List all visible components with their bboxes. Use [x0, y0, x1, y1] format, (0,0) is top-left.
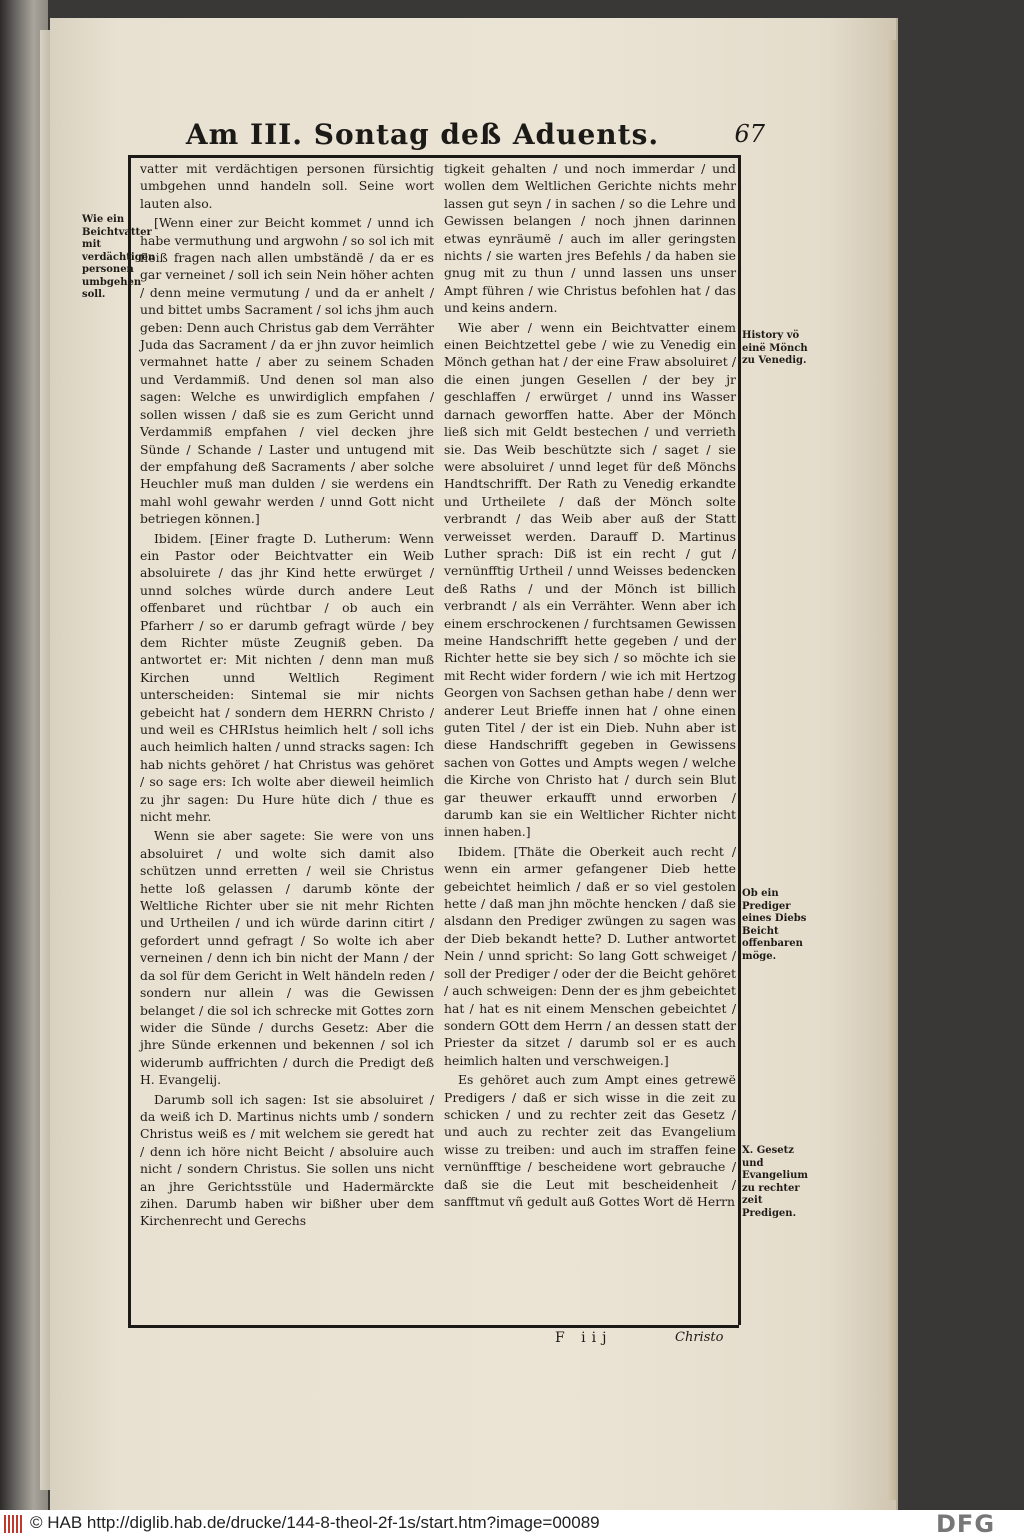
text-column-left — [140, 160, 434, 1232]
copyright-url[interactable]: © HAB http://diglib.hab.de/drucke/144-8-theol-2f-1s/start.htm?image=00089 — [30, 1513, 600, 1532]
paragraph: Ibidem. [Thäte die Oberkeit auch recht / wenn ein armer gefangener Dieb hette gebeichtet heimlich / daß er so viel gestolen hette / daß man jhn möchte hencken / daß sie alsdann den Prediger zwüngen zu sagen was der Dieb bekandt hette? D. Luther antwortet Nein / unnd spricht: So lang Gott schweiget / soll der Prediger / oder der die Beicht gehöret / auch schweigen: Denn der es jhm gebeichtet hat / hat es nit einem Menschen gebeichtet / sondern GOtt dem Herrn / an dessen statt der Priester da sitzet / darumb sol er es auch heimlich halten und verschweigen.] — [444, 843, 736, 1068]
text-column-right — [444, 160, 736, 1212]
catchword: Christo — [675, 1330, 724, 1345]
text-frame-bottom-rule — [128, 1325, 739, 1328]
margin-note-right-venice: History vö einë Mönch zu Venedig. — [742, 330, 808, 366]
text-frame-left-rule — [128, 155, 131, 1325]
margin-note-left: Wie ein Beichtvatter mit verdächtigen personen umbgehen soll. — [82, 214, 156, 300]
dfg-logo: DFG — [936, 1510, 996, 1538]
margin-note-right-thief: Ob ein Prediger eines Diebs Beicht offenbaren möge. — [742, 888, 807, 962]
margin-note-right-law-gospel: X. Gesetz und Evangelium zu rechter zeit Predigen. — [742, 1145, 808, 1219]
page-number: 67 — [734, 120, 765, 148]
paragraph: vatter mit verdächtigen personen fürsichtig umbgehen unnd handeln soll. Seine wort lauten also. — [140, 161, 434, 211]
paragraph: [Wenn einer zur Beicht kommet / unnd ich habe vermuthung und argwohn / so sol ich mit fleiß fragen nach allen umbständë / da er es gar verneinet / soll ich sein Nein höher achten / denn meine vermutung / und da er anhelt / und bittet umbs Sacrament / sol ichs jhm auch geben: Denn auch Christus gab dem Verrähter Juda das Sacrament / da er jhn zuvor heimlich vermahnet hatte / aber zu seinem Schaden und Verdammiß. Und denen sol man also sagen: Welche es unwirdiglich empfahen / sollen wissen / daß sie es zum Gericht unnd Verdammiß empfahen / viel decken jhre Sünde / Schande / Laster und untugend mit der empfahung deß Sacraments / aber solche Heuchler muß man dulden / sie werdens ein mahl wohl gewahr werden / unnd Gott nicht betriegen können.] — [140, 215, 434, 527]
text-frame-right-rule — [738, 155, 741, 1325]
page-edge — [886, 40, 896, 1500]
paragraph: Darumb soll ich sagen: Ist sie absoluiret / da weiß ich D. Martinus nichts umb / sondern Christus weiß es / mit welchem sie geredt hat / denn ich höre nicht Beicht / absoluire auch nicht / sondern Christus. Sie sollen uns nicht an jhre Gerichtsstüle und Hadermärckte zihen. Darumb haben wir bißher uber dem Kirchenrecht und Gerechs — [140, 1091, 434, 1229]
paragraph: Wie aber / wenn ein Beichtvatter einem einen Beichtzettel gebe / wie zu Venedig ein Mönch gethan hat / der eine Fraw absoluiret / die einen jungen Gesellen / der bey jr geschlaffen / erwürget / unnd ins Wasser darnach geworffen hatte. Aber der Mönch ließ sich mit Geldt bestechen / und verrieth sie. Das Weib beschützte sich / saget / sie were absoluiret / unnd leget für deß Mönchs Handtschrifft. Der Rath zu Venedig erkandte und Urtheilete / daß der Mönch solte verbrandt / das Weib aber auß der Statt verweisset werden. Darauff D. Martinus Luther sprach: Diß ist ein recht / gut / vernünfftig Urtheil / unnd Weisses bedencken deß Raths / und der Mönch ist billich verbrandt / als ein Verrähter. Wenn aber ich einem erschrockenen / furchtsamen Gewissen meine Handschrifft hette gegeben / und der Richter hette sie bey sich / so möchte ich sie mit Recht wider fordern / wie ich mit Hertzog Georgen von Sachsen gethan habe / denn wer anderer Leut Brieffe innen hat / ohne einen guten Titel / der ist ein Dieb. Nuhn aber ist diese Handschrifft gegeben in Gewissens sachen von Gottes und Ampts wegen / welche die Kirche von Christo hat / durch sein Blut gar theuwer erkaufft unnd erworben / darumb kan sie ein Weltlicher Richter nicht innen haben.] — [444, 319, 736, 840]
signature-mark: F iij — [555, 1330, 613, 1346]
paragraph: tigkeit gehalten / und noch immerdar / und wollen dem Weltlichen Gerichte nichts mehr lassen gut seyn / in sachen / so die Lehre und Gewissen belangen / noch jhnen darinnen etwas eynräumë / auch im aller geringsten nichts / sie warten jres Befehls / da haben sie gnug mit zu thun / unnd lassen uns unser Ampt führen / wie Christus befohlen hat / das und keins andern. — [444, 161, 736, 316]
paragraph: Es gehöret auch zum Ampt eines getrewë Predigers / daß er sich wisse in die zeit zu schicken / und zu rechter zeit das Gesetz / und auch zu rechter zeit das Evangelium wisse zu treiben: und auch im straffen feine vernünfftige / bescheidene wort gebrauche / daß sie die Leut mit bescheidenheit / sanfftmut vñ gedult auß Gottes Wort dë Herrn — [444, 1072, 736, 1209]
page-header — [80, 118, 765, 154]
text-frame-top-rule — [128, 155, 739, 158]
paragraph: Ibidem. [Einer fragte D. Lutherum: Wenn ein Pastor oder Beichtvatter ein Weib absoluirete / das jhr Kind hette erwürget / unnd solches würde durch andere Leut offenbaret und rüchtbar / ob auch ein Pfarherr / so er darumb gefragt würde / bey dem Richter müste Zeugniß geben. Da antwortet er: Mit nichten / denn man muß Kirchen unnd Weltlich Regiment unterscheiden: Sintemal sie mir nichts gebeicht hat / sondern dem HERRN Christo / und weil es CHRIstus heimlich helt / soll ichs auch heimlich halten / unnd stracks sagen: Ich hab nichts gehöret / hat Christus was gehöret / so sage ers: Ich wolte aber dieweil heimlich zu jhr sagen: Du Hure hüte dich / thue es nicht mehr. — [140, 530, 434, 825]
viewer-footer — [0, 1510, 1024, 1538]
paragraph: Wenn sie aber sagete: Sie were von uns absoluiret / und wolte sich damit also schützen unnd erretten / weil sie Christus hette loß gelassen / darumb könte der Weltliche Richter uber sie nit mehr Richten und Urtheilen / und ich würde darinn citirt / gefordert unnd gefragt / So wolte ich aber verneinen / denn ich bin nicht der Mann / der da sol für dem Gericht in Welt händeln reden / sondern nur allein / was die Gewissen belanget / die sol ich schrecke mit Gottes zorn wider die Sünde / durchs Gesetz: Aber die jhre Sünde erkennen und bekennen / sol ich widerumb auffrichten / durch die Predigt deß H. Evangelij. — [140, 828, 434, 1088]
running-title: Am III. Sontag deß Aduents. — [185, 118, 660, 151]
barcode-icon — [4, 1515, 24, 1533]
